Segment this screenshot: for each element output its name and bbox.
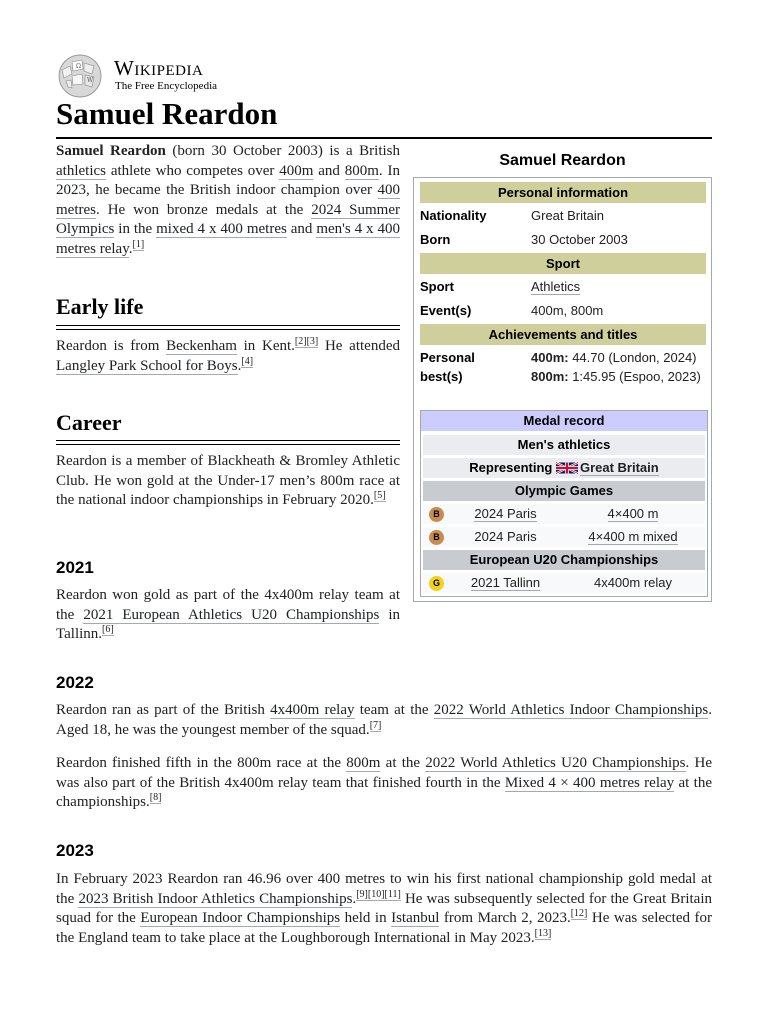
pb-800-label: 800m:	[531, 369, 569, 384]
infobox	[413, 152, 712, 602]
link-mixed-4x400[interactable]: Mixed 4 × 400 metres relay	[504, 774, 675, 791]
value-events: 400m, 800m	[531, 303, 604, 318]
link-2021-euro-u20[interactable]: 2021 European Athletics U20 Championships	[83, 606, 380, 623]
ref-11[interactable]: [11]	[384, 888, 401, 900]
link-2022-wic[interactable]: 2022 World Athletics Indoor Championships	[433, 702, 709, 718]
infobox-heading-personal: Personal information	[420, 182, 706, 203]
link-mens-relay[interactable]: men's 4 x 400 metres relay	[56, 221, 400, 257]
pb-800-value: 1:45.95 (Espoo, 2023)	[568, 369, 701, 384]
value-nationality: Great Britain	[531, 208, 604, 223]
link-800m[interactable]: 800m	[344, 162, 379, 179]
intro-text: (born 30 October 2003) is a British	[165, 143, 400, 159]
medal-record	[420, 410, 708, 597]
body-text: .	[352, 890, 357, 907]
representing-label: Representing	[469, 460, 553, 475]
label-sport: Sport	[420, 279, 454, 294]
wikipedia-wordmark[interactable]: Wikipedia	[114, 56, 204, 80]
intro-text: .	[128, 240, 133, 257]
medal-event[interactable]	[563, 504, 703, 524]
label-personal-best	[420, 348, 475, 386]
link-2024-olympics[interactable]: 2024 Summer Olympics	[56, 201, 400, 237]
label-born: Born	[420, 232, 451, 247]
body-text: Reardon ran as part of the British	[56, 702, 271, 718]
body-text: Reardon is from	[56, 338, 167, 354]
medal-place: 2024 Paris	[474, 529, 537, 544]
link-4x400m-relay[interactable]: 4x400m relay	[270, 702, 355, 718]
body-text: in Kent.	[236, 338, 295, 354]
paragraph-2023	[56, 870, 712, 948]
medal-event-link[interactable]: 4×400 m mixed	[588, 529, 678, 544]
value-born: 30 October 2003	[531, 232, 628, 247]
paragraph-2022-1	[56, 701, 712, 740]
infobox-heading-sport: Sport	[420, 253, 706, 274]
link-langley-park[interactable]: Langley Park School for Boys	[56, 357, 238, 374]
link-athletics[interactable]: athletics	[56, 162, 106, 179]
body-text: .	[237, 357, 242, 374]
pb-400-label: 400m:	[531, 350, 569, 365]
link-istanbul[interactable]: Istanbul	[391, 910, 440, 926]
intro-text: and	[313, 162, 345, 179]
medal-row	[423, 573, 705, 593]
link-2022-u20[interactable]: 2022 World Athletics U20 Championships	[425, 755, 686, 771]
svg-text:Ω: Ω	[76, 63, 81, 70]
body-text: in Tallinn.	[56, 606, 400, 642]
heading-2021: 2021	[56, 558, 94, 577]
ref-3[interactable]: [3]	[306, 336, 319, 347]
link-400-metres[interactable]: 400 metres	[56, 182, 400, 218]
wikipedia-tagline: The Free Encyclopedia	[115, 80, 218, 92]
body-text: team at the	[354, 702, 434, 718]
body-text: Reardon is a member of Blackheath & Bromley Athletic Club. He won gold at the Under-17 men’s 800m race at the national indoor championships in February 2020.	[56, 453, 400, 508]
subject-name: Samuel Reardon	[56, 143, 166, 159]
ref-8[interactable]: [8]	[149, 792, 162, 803]
ref-10[interactable]: [10]	[367, 888, 385, 900]
body-text: He was subsequently selected for the Great Britain squad for the	[56, 890, 713, 926]
medal-event[interactable]	[563, 527, 703, 547]
body-text: Reardon won gold as part of the 4x400m relay team at the	[56, 587, 400, 623]
infobox-heading-achievements: Achievements and titles	[420, 324, 706, 345]
career-paragraph	[56, 452, 400, 511]
medal-row	[423, 504, 705, 524]
heading-2023: 2023	[56, 841, 94, 860]
link-2023-bic[interactable]: 2023 British Indoor Athletics Championships	[78, 890, 353, 907]
body-text: . He was also part of the British 4x400m relay team that finished fourth in the	[56, 755, 712, 791]
heading-early-life: Early life	[56, 294, 144, 319]
early-life-paragraph	[56, 337, 400, 376]
label-personal-best-line1: Personal	[420, 350, 475, 365]
body-text: at the championships.	[56, 774, 712, 810]
body-text: Reardon finished fifth in the 800m race at the	[56, 755, 347, 771]
link-great-britain[interactable]: Great Britain	[579, 460, 659, 475]
wikipedia-globe-icon[interactable]	[56, 54, 106, 98]
body-text: He was selected for the England team to take place at the Loughborough International in May 2023.	[56, 910, 712, 946]
medal-record-heading: Medal record	[421, 411, 707, 431]
intro-text: and	[286, 221, 317, 237]
title-divider	[56, 137, 712, 139]
body-text: at the	[380, 755, 426, 771]
heading-2022: 2022	[56, 673, 94, 692]
label-events: Event(s)	[420, 303, 472, 318]
medal-place-link[interactable]: 2021 Tallinn	[470, 575, 541, 590]
gold-medal-icon: G	[429, 576, 444, 591]
ref-1[interactable]: [1]	[132, 238, 145, 250]
page-title: Samuel Reardon	[56, 96, 278, 131]
ref-6[interactable]: [6]	[102, 624, 114, 635]
medal-representing	[423, 458, 705, 478]
medal-place[interactable]	[453, 573, 558, 593]
intro-text: . In 2023, he became the British indoor champion over	[56, 162, 400, 198]
value-personal-best	[531, 348, 709, 386]
ref-5[interactable]: [5]	[373, 490, 386, 501]
ref-7[interactable]: [7]	[369, 719, 382, 731]
medal-olympics-heading: Olympic Games	[423, 481, 705, 501]
body-text: . Aged 18, he was the youngest member of the squad.	[56, 702, 712, 738]
body-text: held in	[340, 910, 392, 926]
section-divider	[56, 440, 400, 445]
medal-place[interactable]: 2024 Paris	[474, 506, 537, 521]
ref-13[interactable]: [13]	[534, 927, 552, 939]
infobox-title: Samuel Reardon	[499, 152, 626, 169]
intro-text: . He won bronze medals at the	[95, 201, 312, 218]
link-beckenham[interactable]: Beckenham	[166, 338, 237, 354]
label-nationality: Nationality	[420, 208, 487, 223]
link-eic[interactable]: European Indoor Championships	[140, 910, 341, 926]
paragraph-2022-2	[56, 754, 712, 813]
bronze-medal-icon: B	[429, 507, 444, 522]
intro-text: athlete who competes over	[105, 162, 280, 179]
label-personal-best-line2: best(s)	[420, 369, 463, 384]
svg-text:W: W	[87, 77, 94, 84]
section-divider	[56, 325, 400, 330]
medal-row	[423, 527, 705, 547]
intro-paragraph	[56, 142, 400, 259]
ref-9[interactable]: [9]	[356, 888, 368, 900]
medal-event-link[interactable]: 4×400 m	[607, 506, 659, 521]
medal-euro-heading: European U20 Championships	[423, 550, 705, 570]
link-sport-athletics[interactable]: Athletics	[531, 279, 581, 294]
heading-career: Career	[56, 410, 122, 435]
ref-12[interactable]: [12]	[570, 908, 588, 919]
pb-400-value: 44.70 (London, 2024)	[568, 350, 697, 365]
medal-category: Men's athletics	[423, 435, 705, 455]
link-800m-event[interactable]: 800m	[346, 755, 381, 771]
site-header	[56, 54, 356, 98]
medal-event: 4x400m relay	[593, 575, 673, 590]
value-sport	[531, 277, 709, 296]
medal-place-link[interactable]	[453, 504, 558, 524]
uk-flag-icon	[556, 462, 578, 474]
link-400m[interactable]: 400m	[279, 162, 314, 179]
ref-4[interactable]: [4]	[241, 355, 254, 367]
body-text: He attended	[318, 338, 400, 354]
ref-2[interactable]: [2]	[294, 336, 307, 347]
intro-text: in the	[114, 221, 157, 237]
paragraph-2021	[56, 586, 400, 645]
body-text: In February 2023 Reardon ran 46.96 over 400 metres to win his first national championship gold medal at the	[56, 871, 712, 907]
link-mixed-relay[interactable]: mixed 4 x 400 metres	[156, 221, 287, 237]
bronze-medal-icon: B	[429, 530, 444, 545]
body-text: from March 2, 2023.	[439, 910, 571, 926]
